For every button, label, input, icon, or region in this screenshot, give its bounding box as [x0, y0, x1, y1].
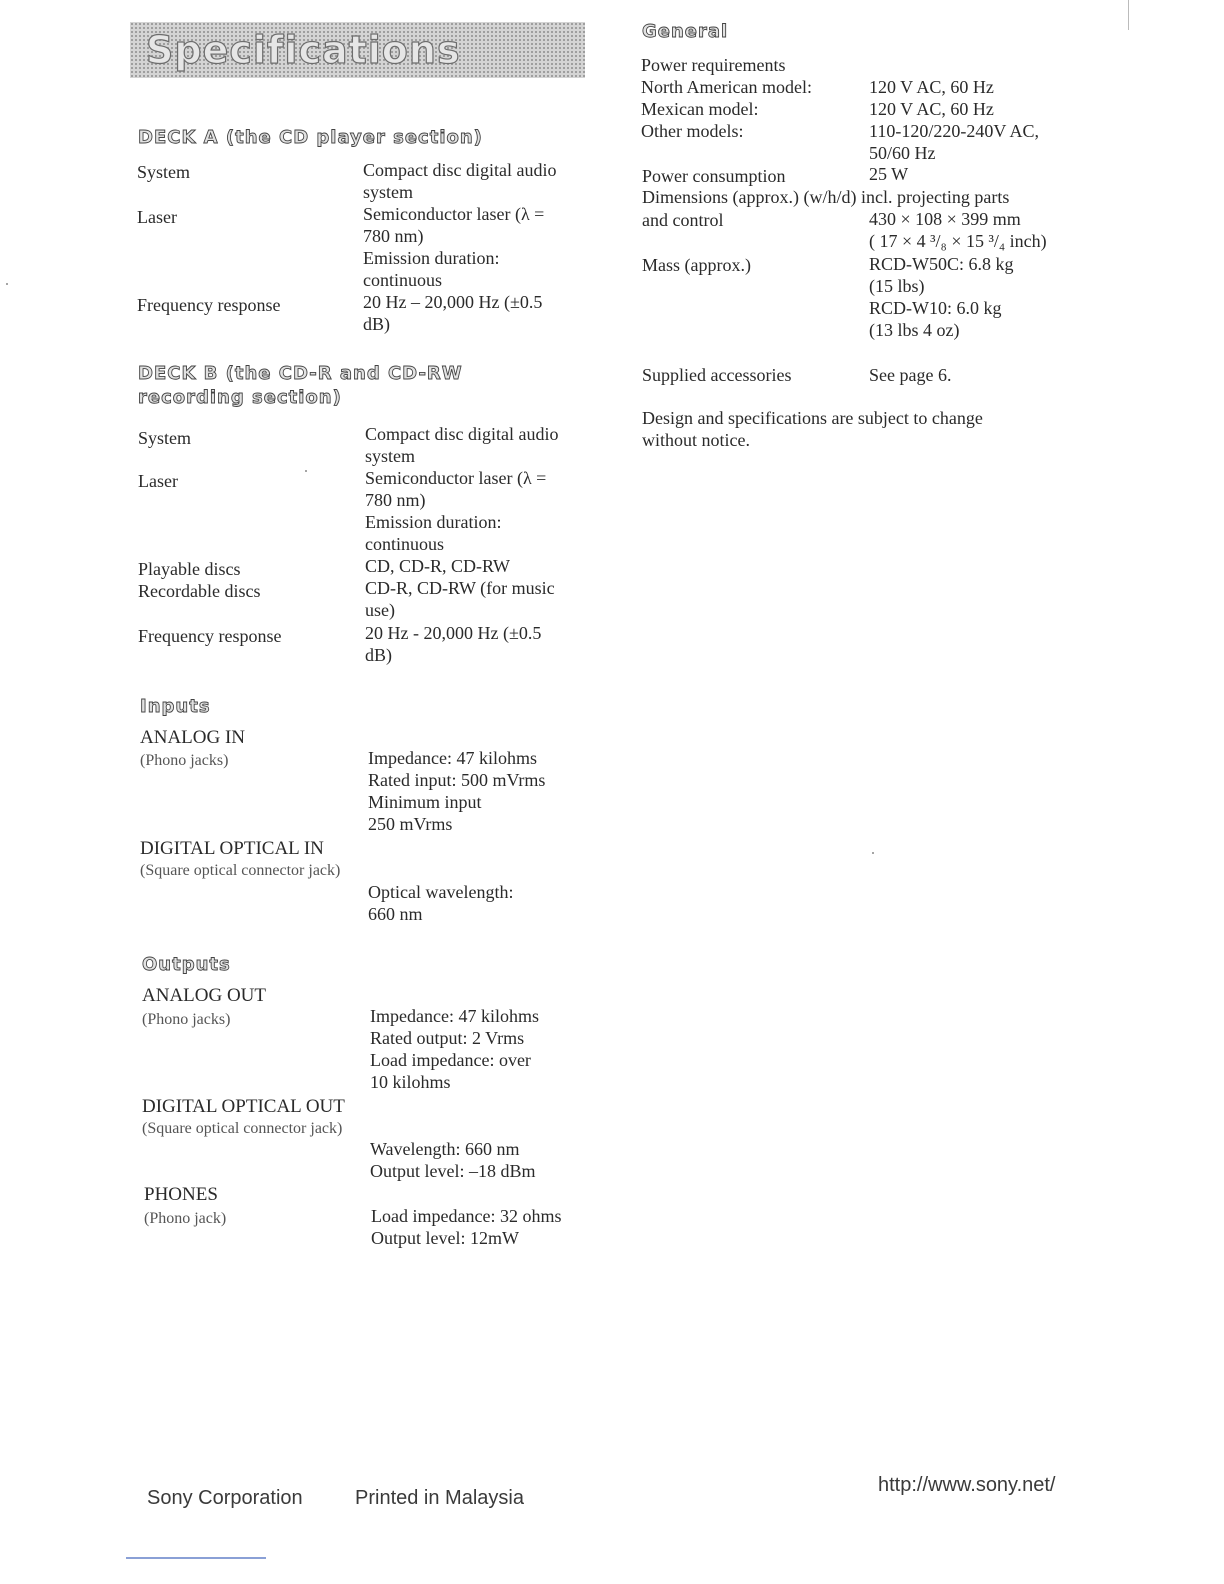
dimensions-label-2: and control [642, 210, 724, 230]
power-consumption-label: Power consumption [642, 166, 786, 186]
change-notice: Design and specifications are subject to change without notice. [642, 408, 983, 450]
north-american-value: 120 V AC, 60 Hz [869, 77, 994, 97]
dimensions-value: 430 × 108 × 399 mm ( 17 × 4 ³/₈ × 15 ³/₄ inch) [869, 209, 1047, 251]
deck-b-frequency-label: Frequency response [138, 626, 282, 646]
digital-optical-out-specs: Wavelength: 660 nm Output level: –18 dBm [370, 1139, 536, 1181]
deck-a-system-label: System [137, 162, 191, 182]
digital-optical-out-sub: (Square optical connector jack) [142, 1120, 343, 1137]
deck-a-frequency-value: 20 Hz – 20,000 Hz (±0.5 dB) [363, 292, 543, 334]
deck-a-system-value: Compact disc digital audio system [363, 160, 557, 202]
analog-in-specs: Impedance: 47 kilohms Rated input: 500 mVrms Minimum input 250 mVrms [368, 748, 546, 834]
analog-out-sub: (Phono jacks) [142, 1011, 231, 1028]
scan-speck [872, 852, 874, 854]
analog-out-specs: Impedance: 47 kilohms Rated output: 2 Vrms Load impedance: over 10 kilohms [370, 1006, 539, 1092]
other-models-value: 110-120/220-240V AC, 50/60 Hz [869, 121, 1040, 163]
phones-sub: (Phono jack) [144, 1210, 227, 1227]
deck-b-playable-value: CD, CD-R, CD-RW [365, 556, 511, 576]
mass-value: RCD-W50C: 6.8 kg (15 lbs) RCD-W10: 6.0 kg (13 lbs 4 oz) [869, 254, 1014, 340]
deck-a-heading: DECK A (the CD player section) [138, 127, 483, 148]
north-american-label: North American model: [641, 77, 812, 97]
deck-b-system-value: Compact disc digital audio system [365, 424, 559, 466]
digital-optical-in-name: DIGITAL OPTICAL IN [140, 838, 324, 859]
deck-b-laser-value: Semiconductor laser (λ = 780 nm) Emission duration: continuous [365, 468, 547, 554]
mexican-label: Mexican model: [641, 99, 759, 119]
deck-a-laser-value: Semiconductor laser (λ = 780 nm) Emission duration: continuous [363, 204, 545, 290]
scan-speck [6, 283, 8, 285]
phones-specs: Load impedance: 32 ohms Output level: 12mW [371, 1206, 562, 1248]
power-consumption-value: 25 W [869, 164, 909, 184]
inputs-heading: Inputs [140, 696, 211, 717]
analog-in-name: ANALOG IN [140, 727, 246, 748]
scan-edge-line [1128, 0, 1129, 30]
mexican-value: 120 V AC, 60 Hz [869, 99, 994, 119]
footer-company: Sony Corporation [147, 1487, 303, 1509]
power-requirements-label: Power requirements [641, 55, 786, 75]
other-models-label: Other models: [641, 121, 744, 141]
digital-optical-out-name: DIGITAL OPTICAL OUT [142, 1096, 345, 1117]
deck-b-playable-label: Playable discs [138, 559, 241, 579]
deck-b-recordable-label: Recordable discs [138, 581, 261, 601]
scan-underline-mark [126, 1557, 266, 1559]
analog-in-sub: (Phono jacks) [140, 752, 229, 769]
deck-b-laser-label: Laser [138, 471, 178, 491]
footer-url: http://www.sony.net/ [878, 1474, 1056, 1496]
deck-a-frequency-label: Frequency response [137, 295, 281, 315]
outputs-heading: Outputs [142, 954, 231, 975]
accessories-label: Supplied accessories [642, 365, 792, 385]
title-banner [130, 22, 585, 78]
accessories-value: See page 6. [869, 365, 952, 385]
deck-b-frequency-value: 20 Hz - 20,000 Hz (±0.5 dB) [365, 623, 542, 665]
scan-speck [305, 470, 307, 472]
dimensions-label: Dimensions (approx.) (w/h/d) incl. projecting parts [642, 187, 1010, 207]
digital-optical-in-sub: (Square optical connector jack) [140, 862, 341, 879]
page-title: Specifications [146, 28, 461, 72]
deck-b-recordable-value: CD-R, CD-RW (for music use) [365, 578, 555, 620]
deck-a-laser-label: Laser [137, 207, 177, 227]
general-heading: General [642, 21, 729, 42]
digital-optical-in-specs: Optical wavelength: 660 nm [368, 882, 514, 924]
mass-label: Mass (approx.) [642, 255, 751, 275]
analog-out-name: ANALOG OUT [142, 985, 267, 1006]
footer-printed: Printed in Malaysia [355, 1487, 524, 1509]
deck-b-system-label: System [138, 428, 192, 448]
deck-b-heading: DECK B (the CD-R and CD-RW recording section) [138, 363, 463, 408]
phones-name: PHONES [144, 1184, 218, 1205]
